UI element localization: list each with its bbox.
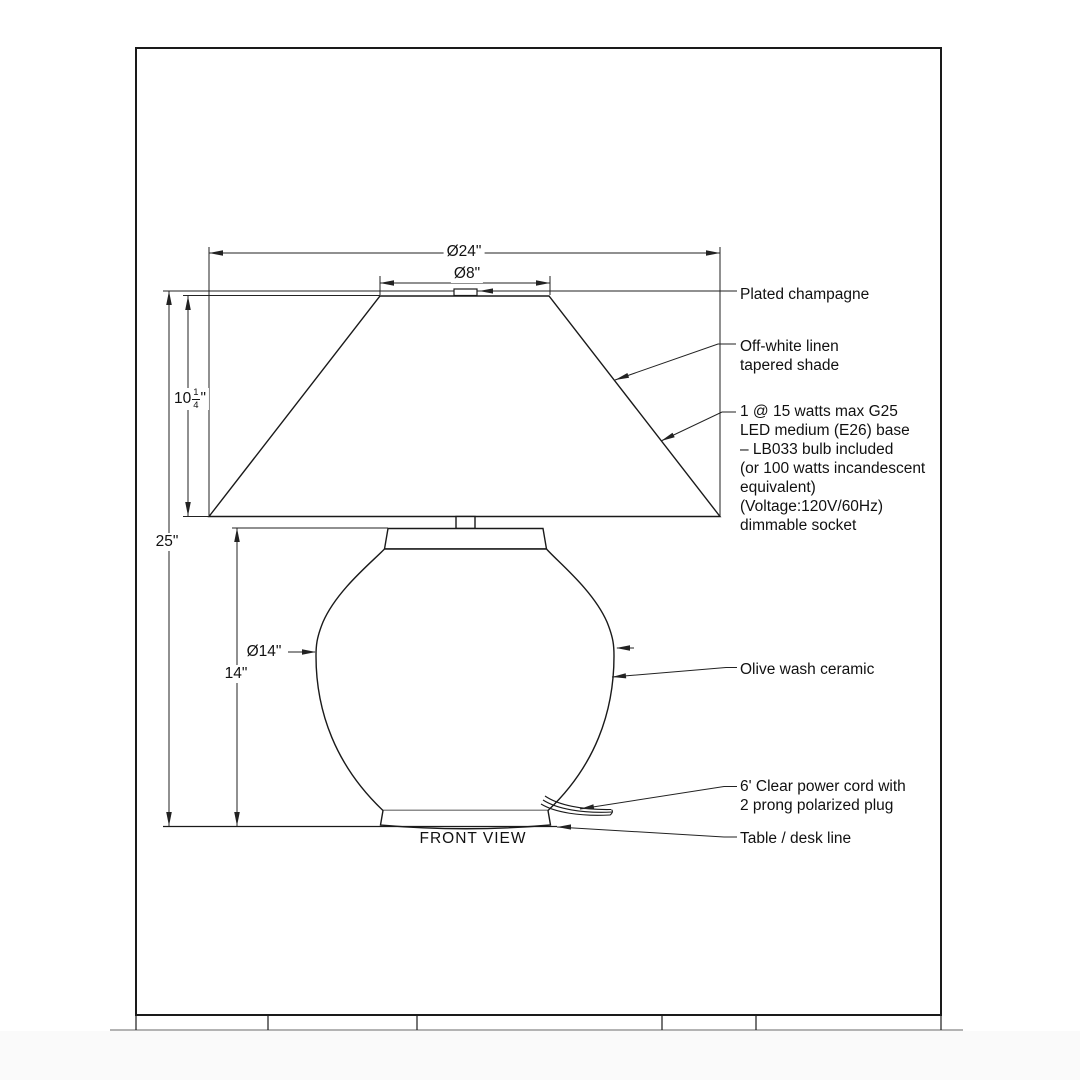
annotation-cord [740,777,906,815]
shade-height-fraction [192,388,199,410]
arrow-bulb-leader [661,433,675,441]
dim-label-shade-bottom-diameter: Ø24" [444,243,485,261]
annotation-bulb-line3: – LB033 bulb included [740,441,894,458]
annotation-shade-line1: Off-white linen [740,338,839,355]
annotation-cord-line2: 2 prong polarized plug [740,797,894,814]
annotation-bulb [740,402,925,535]
dim-label-shade-top-diameter: Ø8" [451,265,483,283]
fraction-denominator: 4 [193,399,199,411]
annotation-cord-line1: 6' Clear power cord with [740,778,906,795]
annotation-bulb-line5: equivalent) [740,479,816,496]
annotation-bulb-line4: (or 100 watts incandescent [740,460,926,477]
annotation-ceramic: Olive wash ceramic [740,661,875,678]
arrow-cord-leader [580,804,594,809]
arrow-o8-left [380,280,394,286]
annotation-table-line: Table / desk line [740,830,852,847]
dim-label-shade-height [171,388,209,410]
arrow-table-leader [557,824,571,829]
body-outline [316,549,614,811]
leader-line-cord [580,787,737,810]
dim-label-body-diameter: Ø14" [246,643,282,660]
annotation-finial: Plated champagne [740,286,870,303]
arrow-finial-leader [479,288,493,293]
arrow-o24-right [706,250,720,256]
arrow-bodyheight-bottom [234,812,240,826]
page-bottom-band [0,1031,1080,1080]
leader-line-ceramic [612,668,737,678]
lamp-outline-group [209,296,720,829]
shade-height-whole: 10 [173,390,192,407]
arrow-overall-bottom [166,812,172,826]
shade-height-unit: " [200,390,207,407]
finial-shape [454,289,477,296]
annotation-shade [740,337,839,375]
fraction-numerator: 1 [193,387,199,398]
shade-outline [209,296,720,517]
arrow-o24-left [209,250,223,256]
arrow-shade-leader [615,373,629,380]
leader-line-table [557,827,737,837]
arrow-o14-right [616,645,630,651]
annotation-bulb-line2: LED medium (E26) base [740,422,910,439]
cap-shape [385,529,547,550]
dim-label-body-height: 14" [222,665,251,683]
dim-label-overall-height: 25" [153,533,182,551]
neck-shape [456,517,475,529]
arrow-o14-left [302,649,316,655]
view-label: FRONT VIEW [419,830,527,847]
title-block-dividers [136,1015,941,1030]
arrow-ceramic-leader [612,673,626,678]
annotation-bulb-line7: dimmable socket [740,517,857,534]
title-block [110,1015,963,1030]
arrow-shadeheight-bottom [185,502,191,516]
arrow-overall-top [166,291,172,305]
annotation-bulb-line6: (Voltage:120V/60Hz) [740,498,884,515]
annotation-shade-line2: tapered shade [740,357,840,374]
arrow-o8-right [536,280,550,286]
arrow-bodyheight-top [234,528,240,542]
annotation-bulb-line1: 1 @ 15 watts max G25 [740,403,898,420]
arrow-shadeheight-top [185,296,191,310]
leader-line-shade [615,344,736,380]
